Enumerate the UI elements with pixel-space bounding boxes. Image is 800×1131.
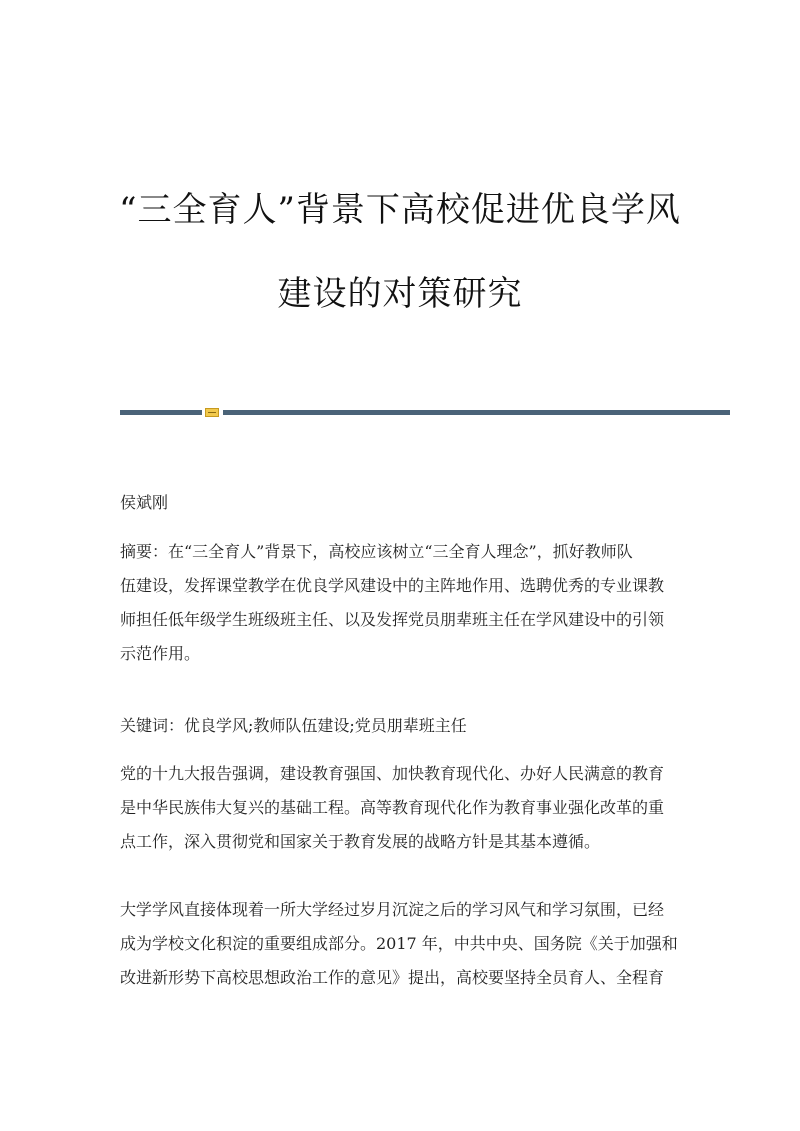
paragraph-line: 是中华民族伟大复兴的基础工程。高等教育现代化作为教育事业强化改革的重	[120, 798, 665, 817]
paragraph-line: 成为学校文化积淀的重要组成部分。2017 年，中共中央、国务院《关于加强和	[120, 934, 678, 953]
paper-title-line-2: 建设的对策研究	[277, 274, 523, 314]
body-paragraph-1	[120, 757, 680, 859]
divider-envelope-icon	[205, 408, 219, 417]
abstract-line: 伍建设，发挥课堂教学在优良学风建设中的主阵地作用、选聘优秀的专业课教	[120, 576, 665, 595]
abstract	[120, 535, 680, 671]
body-paragraph-2	[120, 893, 680, 995]
abstract-line: 摘要：在“三全育人”背景下，高校应该树立“三全育人理念”，抓好教师队	[120, 542, 633, 561]
paragraph-line: 大学学风直接体现着一所大学经过岁月沉淀之后的学习风气和学习氛围，已经	[120, 900, 665, 919]
paper-title-line-1: “三全育人”背景下高校促进优良学风	[119, 190, 681, 230]
paragraph-line: 点工作，深入贯彻党和国家关于教育发展的战略方针是其基本遵循。	[120, 832, 601, 851]
abstract-line: 示范作用。	[120, 644, 201, 663]
title-divider	[120, 408, 730, 417]
divider-left-bar	[120, 410, 202, 415]
paragraph-line: 改进新形势下高校思想政治工作的意见》提出，高校要坚持全员育人、全程育	[120, 968, 665, 987]
paragraph-line: 党的十九大报告强调，建设教育强国、加快教育现代化、办好人民满意的教育	[120, 764, 665, 783]
divider-right-bar	[223, 410, 730, 415]
abstract-line: 师担任低年级学生班级班主任、以及发挥党员朋辈班主任在学风建设中的引领	[120, 610, 665, 629]
keywords: 关键词：优良学风;教师队伍建设;党员朋辈班主任	[120, 716, 467, 735]
author-name: 侯斌刚	[120, 493, 169, 512]
